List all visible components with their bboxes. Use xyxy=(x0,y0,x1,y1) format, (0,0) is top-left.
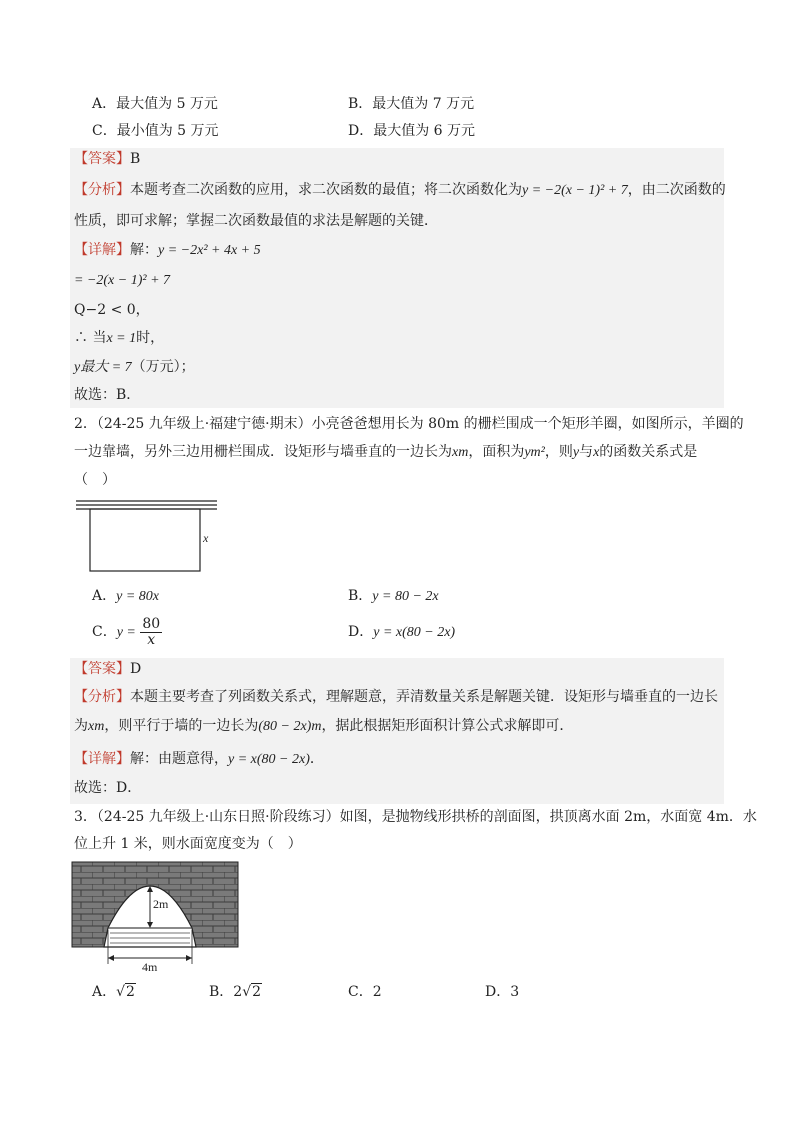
q2-option-c: C．y = $\frac{80}{x}$ xyxy=(92,615,161,648)
q1-detail-line3: Q−2 < 0， xyxy=(74,302,150,318)
pen-rectangle xyxy=(90,509,200,571)
q1-option-c: C．最小值为 5 万元 xyxy=(92,123,219,139)
q3-option-c: C．2 xyxy=(348,984,382,1000)
width-arrow-right xyxy=(186,955,192,961)
pen-side-label: x xyxy=(203,531,209,545)
q1-detail-line1: 【详解】解：y = −2x² + 4x + 5 xyxy=(74,242,261,258)
q2-answer: 【答案】D xyxy=(74,661,142,677)
q2-option-d: D．y = x(80 − 2x) xyxy=(348,624,456,640)
q3-stem-line2: 位上升 1 米，则水面宽度变为（ ） xyxy=(74,836,302,852)
q1-option-d: D．最大值为 6 万元 xyxy=(348,123,476,139)
q3-option-d: D．3 xyxy=(485,984,520,1000)
q2-option-b: B．y = 80 − 2x xyxy=(348,588,439,604)
q3-stem-line1: 3．（24-25 九年级上·山东日照·阶段练习）如图，是抛物线形拱桥的剖面图，拱顶离水面 2m，水面宽 4m．水 xyxy=(74,809,757,825)
q3-option-a: A．√2 xyxy=(92,984,135,1000)
q1-detail-line5: y最大 = 7（万元）； xyxy=(74,359,195,375)
q1-analysis-line1: 【分析】本题考查二次函数的应用，求二次函数的最值；将二次函数化为y = −2(x − 1)² + 7，由二次函数的 xyxy=(74,182,726,198)
q2-option-a: A．y = 80x xyxy=(92,588,159,604)
q2-detail: 【详解】解：由题意得，y = x(80 − 2x)． xyxy=(74,751,324,767)
sqrt-icon: √ xyxy=(242,984,252,1000)
q1-detail-line2: = −2(x − 1)² + 7 xyxy=(74,273,171,288)
q2-analysis-line2: 为xm，则平行于墙的一边长为(80 − 2x)m，据此根据矩形面积计算公式求解即可． xyxy=(74,718,574,734)
q1-analysis-line2: 性质，即可求解；掌握二次函数最值的求法是解题的关键． xyxy=(74,213,438,229)
q2-pen-figure xyxy=(74,498,224,578)
q3-option-b: B．2√2 xyxy=(209,984,262,1000)
q1-option-a: A．最大值为 5 万元 xyxy=(92,96,218,112)
q2-stem-line3: （ ） xyxy=(74,472,116,488)
q2-analysis-line1: 【分析】本题主要考查了列函数关系式，理解题意，弄清数量关系是解题关键．设矩形与墙垂直的一边长 xyxy=(74,689,718,705)
q2-stem-line2: 一边靠墙，另外三边用栅栏围成．设矩形与墙垂直的一边长为xm，面积为ym²，则y与x的函数关系式是 xyxy=(74,444,698,460)
sqrt-icon: √ xyxy=(116,984,126,1000)
q1-detail-line4: ∴ 当x = 1时， xyxy=(74,330,165,346)
q1-answer: 【答案】B xyxy=(74,151,141,167)
q1-conclusion: 故选：B． xyxy=(74,387,141,403)
q2-stem-line1: 2．（24-25 九年级上·福建宁德·期末）小亮爸爸想用长为 80m 的栅栏围成一个矩形羊圈，如图所示，羊圈的 xyxy=(74,416,744,432)
height-label: 2m xyxy=(153,897,169,911)
q2-conclusion: 故选：D． xyxy=(74,780,142,796)
q3-arch-bridge-figure xyxy=(70,860,242,974)
q2-option-c-fraction: $\frac{80}{x}$ xyxy=(142,615,161,648)
width-label: 4m xyxy=(142,960,158,974)
q1-option-b: B．最大值为 7 万元 xyxy=(348,96,475,112)
width-arrow-left xyxy=(108,955,114,961)
